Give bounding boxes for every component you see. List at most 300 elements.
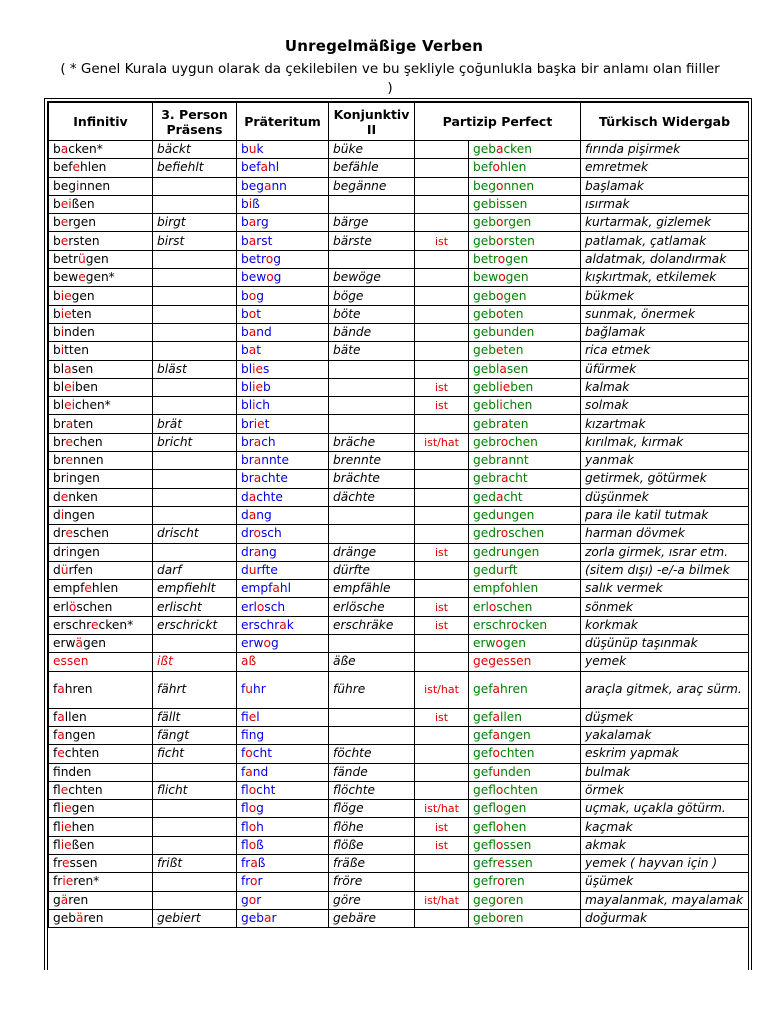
part-vowel: o: [500, 526, 509, 541]
prt-stem: dr: [241, 526, 254, 541]
prt-stem: bl: [241, 380, 253, 394]
praesens-cell: empfiehlt: [153, 580, 237, 598]
inf-ending: cken*: [98, 617, 134, 632]
partizip-cell: [469, 488, 581, 506]
prt-vowel: a: [253, 453, 262, 468]
part-ending: gen: [503, 801, 527, 816]
prt-ending: hr: [253, 682, 266, 697]
inf-stem: b: [53, 197, 61, 212]
konjunktiv-cell: dränge: [329, 543, 415, 561]
infinitiv-cell: [49, 433, 153, 451]
prt-ending: t: [256, 306, 261, 321]
column-header-konjunktiv-ii: Konjunktiv II: [329, 103, 415, 141]
auxiliary-cell: ist: [415, 378, 469, 396]
prt-stem: fl: [241, 782, 249, 797]
praesens-cell: fällt: [153, 708, 237, 726]
part-stem: geb: [473, 343, 496, 358]
part-vowel: a: [492, 728, 500, 743]
part-vowel: ie: [499, 380, 511, 394]
part-vowel: o: [511, 617, 519, 632]
infinitiv-cell: [49, 488, 153, 506]
praesens-cell: [153, 305, 237, 323]
infinitiv-cell: [49, 708, 153, 726]
auxiliary-cell: ist: [415, 598, 469, 616]
prt-vowel: a: [248, 233, 257, 248]
praesens-cell: brät: [153, 415, 237, 433]
translation-cell: yanmak: [581, 452, 749, 470]
part-stem: geb: [473, 197, 496, 212]
table-row: [49, 287, 749, 305]
praeteritum-cell: [237, 141, 329, 159]
part-ending: ren: [504, 874, 525, 889]
auxiliary-cell: [415, 287, 469, 305]
inf-stem: bew: [53, 270, 79, 285]
prt-stem: fl: [241, 837, 249, 852]
praesens-cell: bläst: [153, 360, 237, 378]
translation-cell: emretmek: [581, 159, 749, 177]
prt-ending: rg: [256, 215, 269, 230]
table-row: [49, 433, 749, 451]
translation-cell: bükmek: [581, 287, 749, 305]
part-ending: ngen: [503, 508, 535, 523]
praeteritum-cell: [237, 488, 329, 506]
prt-vowel: a: [253, 544, 262, 559]
part-vowel: a: [499, 361, 507, 376]
partizip-cell: [469, 836, 581, 854]
prt-stem: empf: [241, 581, 273, 596]
prt-ending: ng: [256, 508, 272, 523]
part-vowel: o: [492, 160, 500, 175]
prt-ending: k: [286, 617, 294, 632]
prt-vowel: a: [253, 434, 262, 449]
table-row: [49, 159, 749, 177]
prt-stem: erl: [241, 599, 257, 614]
inf-stem: b: [53, 142, 61, 157]
inf-ending: schen: [76, 599, 113, 614]
konjunktiv-cell: [329, 250, 415, 268]
prt-stem: b: [241, 215, 249, 230]
translation-cell: örmek: [581, 781, 749, 799]
infinitiv-cell: [49, 415, 153, 433]
infinitiv-cell: [49, 598, 153, 616]
part-stem: geb: [473, 142, 496, 157]
inf-vowel: e: [65, 453, 73, 468]
translation-cell: eskrim yapmak: [581, 745, 749, 763]
praesens-cell: fängt: [153, 726, 237, 744]
translation-cell: (sitem dışı) -e/-a bilmek: [581, 561, 749, 579]
part-stem: gef: [473, 682, 493, 697]
auxiliary-cell: [415, 269, 469, 287]
praesens-cell: gebiert: [153, 909, 237, 927]
part-vowel: u: [500, 544, 509, 559]
praesens-cell: [153, 470, 237, 488]
table-row: [49, 488, 749, 506]
table-row: [49, 378, 749, 396]
part-stem: geb: [473, 288, 496, 303]
infinitiv-cell: [49, 305, 153, 323]
auxiliary-cell: [415, 141, 469, 159]
praeteritum-cell: [237, 653, 329, 671]
prt-vowel: i: [248, 197, 253, 212]
inf-vowel: ie: [60, 837, 72, 852]
part-stem: gefl: [473, 782, 496, 797]
part-stem: beg: [473, 178, 496, 193]
part-vowel: o: [497, 874, 505, 889]
part-vowel: u: [492, 764, 501, 779]
praesens-cell: bäckt: [153, 141, 237, 159]
part-vowel: o: [500, 434, 509, 449]
inf-vowel: ü: [78, 251, 86, 266]
part-stem: erw: [473, 636, 496, 651]
prt-ending: nnte: [261, 453, 289, 468]
part-vowel: o: [495, 837, 504, 852]
praeteritum-cell: [237, 433, 329, 451]
inf-stem: b: [53, 215, 61, 230]
inf-vowel: e: [62, 856, 70, 871]
translation-cell: bağlamak: [581, 323, 749, 341]
partizip-cell: [469, 141, 581, 159]
part-ending: ssen: [499, 197, 528, 212]
part-stem: geb: [473, 306, 496, 321]
partizip-cell: [469, 305, 581, 323]
prt-vowel: a: [272, 581, 280, 596]
translation-cell: düşünmek: [581, 488, 749, 506]
part-stem: gefr: [473, 874, 498, 889]
infinitiv-cell: [49, 873, 153, 891]
inf-ending: gen: [82, 636, 106, 651]
table-row: [49, 250, 749, 268]
konjunktiv-cell: befähle: [329, 159, 415, 177]
infinitiv-cell: [49, 269, 153, 287]
prt-vowel: u: [248, 562, 257, 577]
praesens-cell: erlischt: [153, 598, 237, 616]
inf-ending: tten: [64, 343, 89, 358]
inf-vowel: ä: [75, 636, 83, 651]
konjunktiv-cell: erschräke: [329, 616, 415, 634]
part-vowel: o: [495, 306, 504, 321]
inf-stem: dr: [53, 544, 66, 559]
part-stem: gebr: [473, 434, 501, 449]
partizip-cell: [469, 214, 581, 232]
konjunktiv-cell: bände: [329, 323, 415, 341]
table-row: [49, 909, 749, 927]
auxiliary-cell: [415, 342, 469, 360]
prt-stem: fr: [241, 856, 251, 871]
inf-vowel: e: [65, 434, 73, 449]
prt-ending: rfte: [256, 562, 278, 577]
praesens-cell: [153, 195, 237, 213]
inf-vowel: a: [64, 361, 72, 376]
part-ending: rsten: [503, 233, 535, 248]
prt-vowel: o: [248, 892, 257, 907]
partizip-cell: [469, 653, 581, 671]
praeteritum-cell: [237, 616, 329, 634]
inf-vowel: ä: [75, 911, 84, 926]
partizip-cell: [469, 763, 581, 781]
inf-vowel: e: [60, 215, 69, 230]
konjunktiv-cell: äße: [329, 653, 415, 671]
table-row: [49, 854, 749, 872]
inf-stem: beg: [53, 178, 76, 193]
translation-cell: kalmak: [581, 378, 749, 396]
table-row: [49, 598, 749, 616]
inf-stem: essen: [53, 654, 89, 669]
table-row: [49, 726, 749, 744]
table-row: [49, 269, 749, 287]
prt-ending: cht: [256, 782, 276, 797]
inf-vowel: a: [57, 728, 65, 743]
konjunktiv-cell: flöchte: [329, 781, 415, 799]
prt-stem: br: [241, 471, 254, 486]
prt-stem: f: [241, 764, 246, 779]
prt-vowel: o: [248, 837, 257, 852]
praeteritum-cell: [237, 378, 329, 396]
konjunktiv-cell: föchte: [329, 745, 415, 763]
table-row: [49, 671, 749, 708]
table-row: [49, 616, 749, 634]
prt-ending: k: [256, 142, 264, 157]
table-row: [49, 818, 749, 836]
part-vowel: o: [495, 636, 503, 651]
auxiliary-cell: ist: [415, 397, 469, 415]
auxiliary-cell: [415, 506, 469, 524]
inf-ending: ßen: [71, 837, 95, 852]
infinitiv-cell: [49, 287, 153, 305]
part-ending: ssen: [504, 856, 533, 871]
inf-vowel: ie: [60, 306, 72, 321]
auxiliary-cell: [415, 763, 469, 781]
prt-vowel: o: [248, 306, 257, 321]
konjunktiv-cell: führe: [329, 671, 415, 708]
table-row: [49, 415, 749, 433]
partizip-cell: [469, 543, 581, 561]
part-ending: schen: [508, 526, 545, 541]
prt-vowel: a: [260, 160, 268, 175]
inf-stem: br: [53, 453, 66, 468]
inf-stem: d: [53, 489, 61, 504]
konjunktiv-cell: [329, 708, 415, 726]
table-row: [49, 342, 749, 360]
infinitiv-cell: [49, 818, 153, 836]
translation-cell: kurtarmak, gizlemek: [581, 214, 749, 232]
prt-ending: t: [264, 416, 270, 431]
inf-stem: d: [53, 508, 61, 523]
prt-stem: b: [241, 142, 249, 157]
partizip-cell: [469, 269, 581, 287]
inf-vowel: a: [60, 142, 69, 157]
prt-vowel: a: [263, 178, 272, 193]
prt-stem: b: [241, 306, 249, 321]
praesens-cell: drischt: [153, 525, 237, 543]
prt-vowel: o: [245, 746, 253, 761]
infinitiv-cell: [49, 800, 153, 818]
prt-stem: d: [241, 562, 249, 577]
table-header-row: [49, 103, 749, 141]
page-title: Unregelmäßige Verben: [284, 37, 484, 55]
inf-ending: nnen: [72, 453, 104, 468]
translation-cell: solmak: [581, 397, 749, 415]
table-row: [49, 635, 749, 653]
inf-ending: ren*: [73, 874, 100, 889]
part-ending: ren: [503, 892, 524, 907]
praesens-cell: [153, 873, 237, 891]
partizip-cell: [469, 360, 581, 378]
inf-ending: ten: [71, 306, 92, 321]
part-stem: gebl: [473, 361, 500, 376]
translation-cell: başlamak: [581, 177, 749, 195]
auxiliary-cell: [415, 635, 469, 653]
konjunktiv-cell: fände: [329, 763, 415, 781]
prt-stem: erschr: [241, 617, 280, 632]
table-row: [49, 195, 749, 213]
prt-ending: sch: [264, 599, 286, 614]
prt-ending: l: [256, 709, 260, 724]
translation-cell: sunmak, önermek: [581, 305, 749, 323]
konjunktiv-cell: [329, 726, 415, 744]
auxiliary-cell: [415, 250, 469, 268]
prt-ending: rst: [256, 233, 273, 248]
inf-stem: g: [53, 892, 61, 907]
infinitiv-cell: [49, 360, 153, 378]
table-row: [49, 141, 749, 159]
inf-stem: br: [53, 434, 66, 449]
prt-ending: g: [270, 636, 279, 651]
inf-ending: rgen: [68, 215, 97, 230]
partizip-cell: [469, 159, 581, 177]
infinitiv-cell: [49, 763, 153, 781]
inf-stem: dr: [53, 526, 66, 541]
auxiliary-cell: [415, 580, 469, 598]
part-stem: gefr: [473, 856, 498, 871]
part-ending: ten: [503, 343, 524, 358]
part-stem: gefl: [473, 801, 496, 816]
part-ending: cht: [503, 489, 523, 504]
praesens-cell: [153, 452, 237, 470]
inf-ending: gen: [85, 251, 109, 266]
konjunktiv-cell: [329, 525, 415, 543]
inf-ending: llen: [64, 709, 87, 724]
part-ending: cht: [508, 471, 528, 486]
praesens-cell: [153, 763, 237, 781]
prt-ending: nn: [271, 178, 287, 193]
inf-vowel: ie: [60, 801, 72, 816]
auxiliary-cell: ist/hat: [415, 433, 469, 451]
inf-ending: nden: [60, 764, 92, 779]
part-ending: cken: [503, 142, 532, 157]
inf-ending: nden: [64, 325, 95, 340]
translation-cell: getirmek, götürmek: [581, 470, 749, 488]
praesens-cell: erschrickt: [153, 616, 237, 634]
praeteritum-cell: [237, 745, 329, 763]
prt-ending: g: [256, 801, 264, 816]
translation-cell: üşümek: [581, 873, 749, 891]
inf-ending: chen*: [75, 398, 111, 413]
konjunktiv-cell: erlösche: [329, 598, 415, 616]
auxiliary-cell: ist: [415, 708, 469, 726]
table-row: [49, 800, 749, 818]
part-ending: ten: [508, 416, 529, 431]
auxiliary-cell: [415, 854, 469, 872]
praesens-cell: [153, 342, 237, 360]
inf-vowel: a: [65, 416, 74, 431]
infinitiv-cell: [49, 342, 153, 360]
inf-vowel: ei: [60, 197, 72, 212]
part-stem: gedr: [473, 544, 501, 559]
part-vowel: a: [500, 416, 509, 431]
infinitiv-cell: [49, 159, 153, 177]
auxiliary-cell: [415, 305, 469, 323]
inf-stem: bl: [53, 380, 65, 394]
inf-stem: fl: [53, 782, 61, 797]
translation-cell: kırılmak, kırmak: [581, 433, 749, 451]
inf-vowel: a: [57, 682, 65, 697]
prt-stem: erw: [241, 636, 264, 651]
table-row: [49, 653, 749, 671]
prt-vowel: o: [263, 636, 271, 651]
partizip-cell: [469, 397, 581, 415]
partizip-cell: [469, 598, 581, 616]
prt-ending: nd: [256, 325, 272, 340]
inf-ending: ngen: [69, 544, 100, 559]
prt-stem: br: [241, 416, 254, 431]
column-header-infinitiv: Infinitiv: [49, 103, 153, 141]
prt-vowel: a: [248, 489, 257, 504]
partizip-cell: [469, 671, 581, 708]
inf-vowel: ie: [60, 288, 72, 303]
prt-vowel: ie: [253, 416, 265, 431]
infinitiv-cell: [49, 616, 153, 634]
column-header-partizip-perfect: Partizip Perfect: [415, 103, 581, 141]
part-stem: ged: [473, 489, 496, 504]
part-ending: hen: [503, 819, 527, 834]
praesens-cell: fährt: [153, 671, 237, 708]
verb-table: [48, 102, 749, 928]
translation-cell: düşünüp taşınmak: [581, 635, 749, 653]
konjunktiv-cell: brennte: [329, 452, 415, 470]
prt-ending: t: [256, 343, 261, 358]
inf-stem: erl: [53, 599, 69, 614]
partizip-cell: [469, 745, 581, 763]
partizip-cell: [469, 891, 581, 909]
part-ending: chten: [503, 782, 538, 797]
part-vowel: o: [497, 251, 506, 266]
prt-ending: r: [256, 892, 262, 907]
prt-ending: hl: [279, 581, 291, 596]
auxiliary-cell: [415, 452, 469, 470]
inf-stem: bef: [53, 160, 73, 175]
prt-ending: b: [263, 380, 271, 394]
konjunktiv-cell: bäte: [329, 342, 415, 360]
prt-stem: fl: [241, 801, 249, 816]
inf-ending: ngen: [64, 728, 96, 743]
part-stem: geb: [473, 233, 496, 248]
inf-vowel: ie: [60, 819, 72, 834]
inf-stem: fl: [53, 819, 61, 834]
inf-vowel: ü: [60, 562, 69, 577]
part-vowel: o: [504, 581, 512, 596]
praeteritum-cell: [237, 598, 329, 616]
prt-stem: aß: [241, 654, 257, 669]
inf-stem: b: [53, 288, 61, 303]
inf-vowel: ä: [60, 892, 69, 907]
part-vowel: o: [495, 233, 504, 248]
prt-vowel: a: [250, 856, 258, 871]
inf-ending: cken*: [68, 142, 103, 157]
part-vowel: e: [497, 856, 505, 871]
part-ending: chen: [502, 398, 533, 413]
part-vowel: o: [495, 911, 504, 926]
auxiliary-cell: ist: [415, 836, 469, 854]
